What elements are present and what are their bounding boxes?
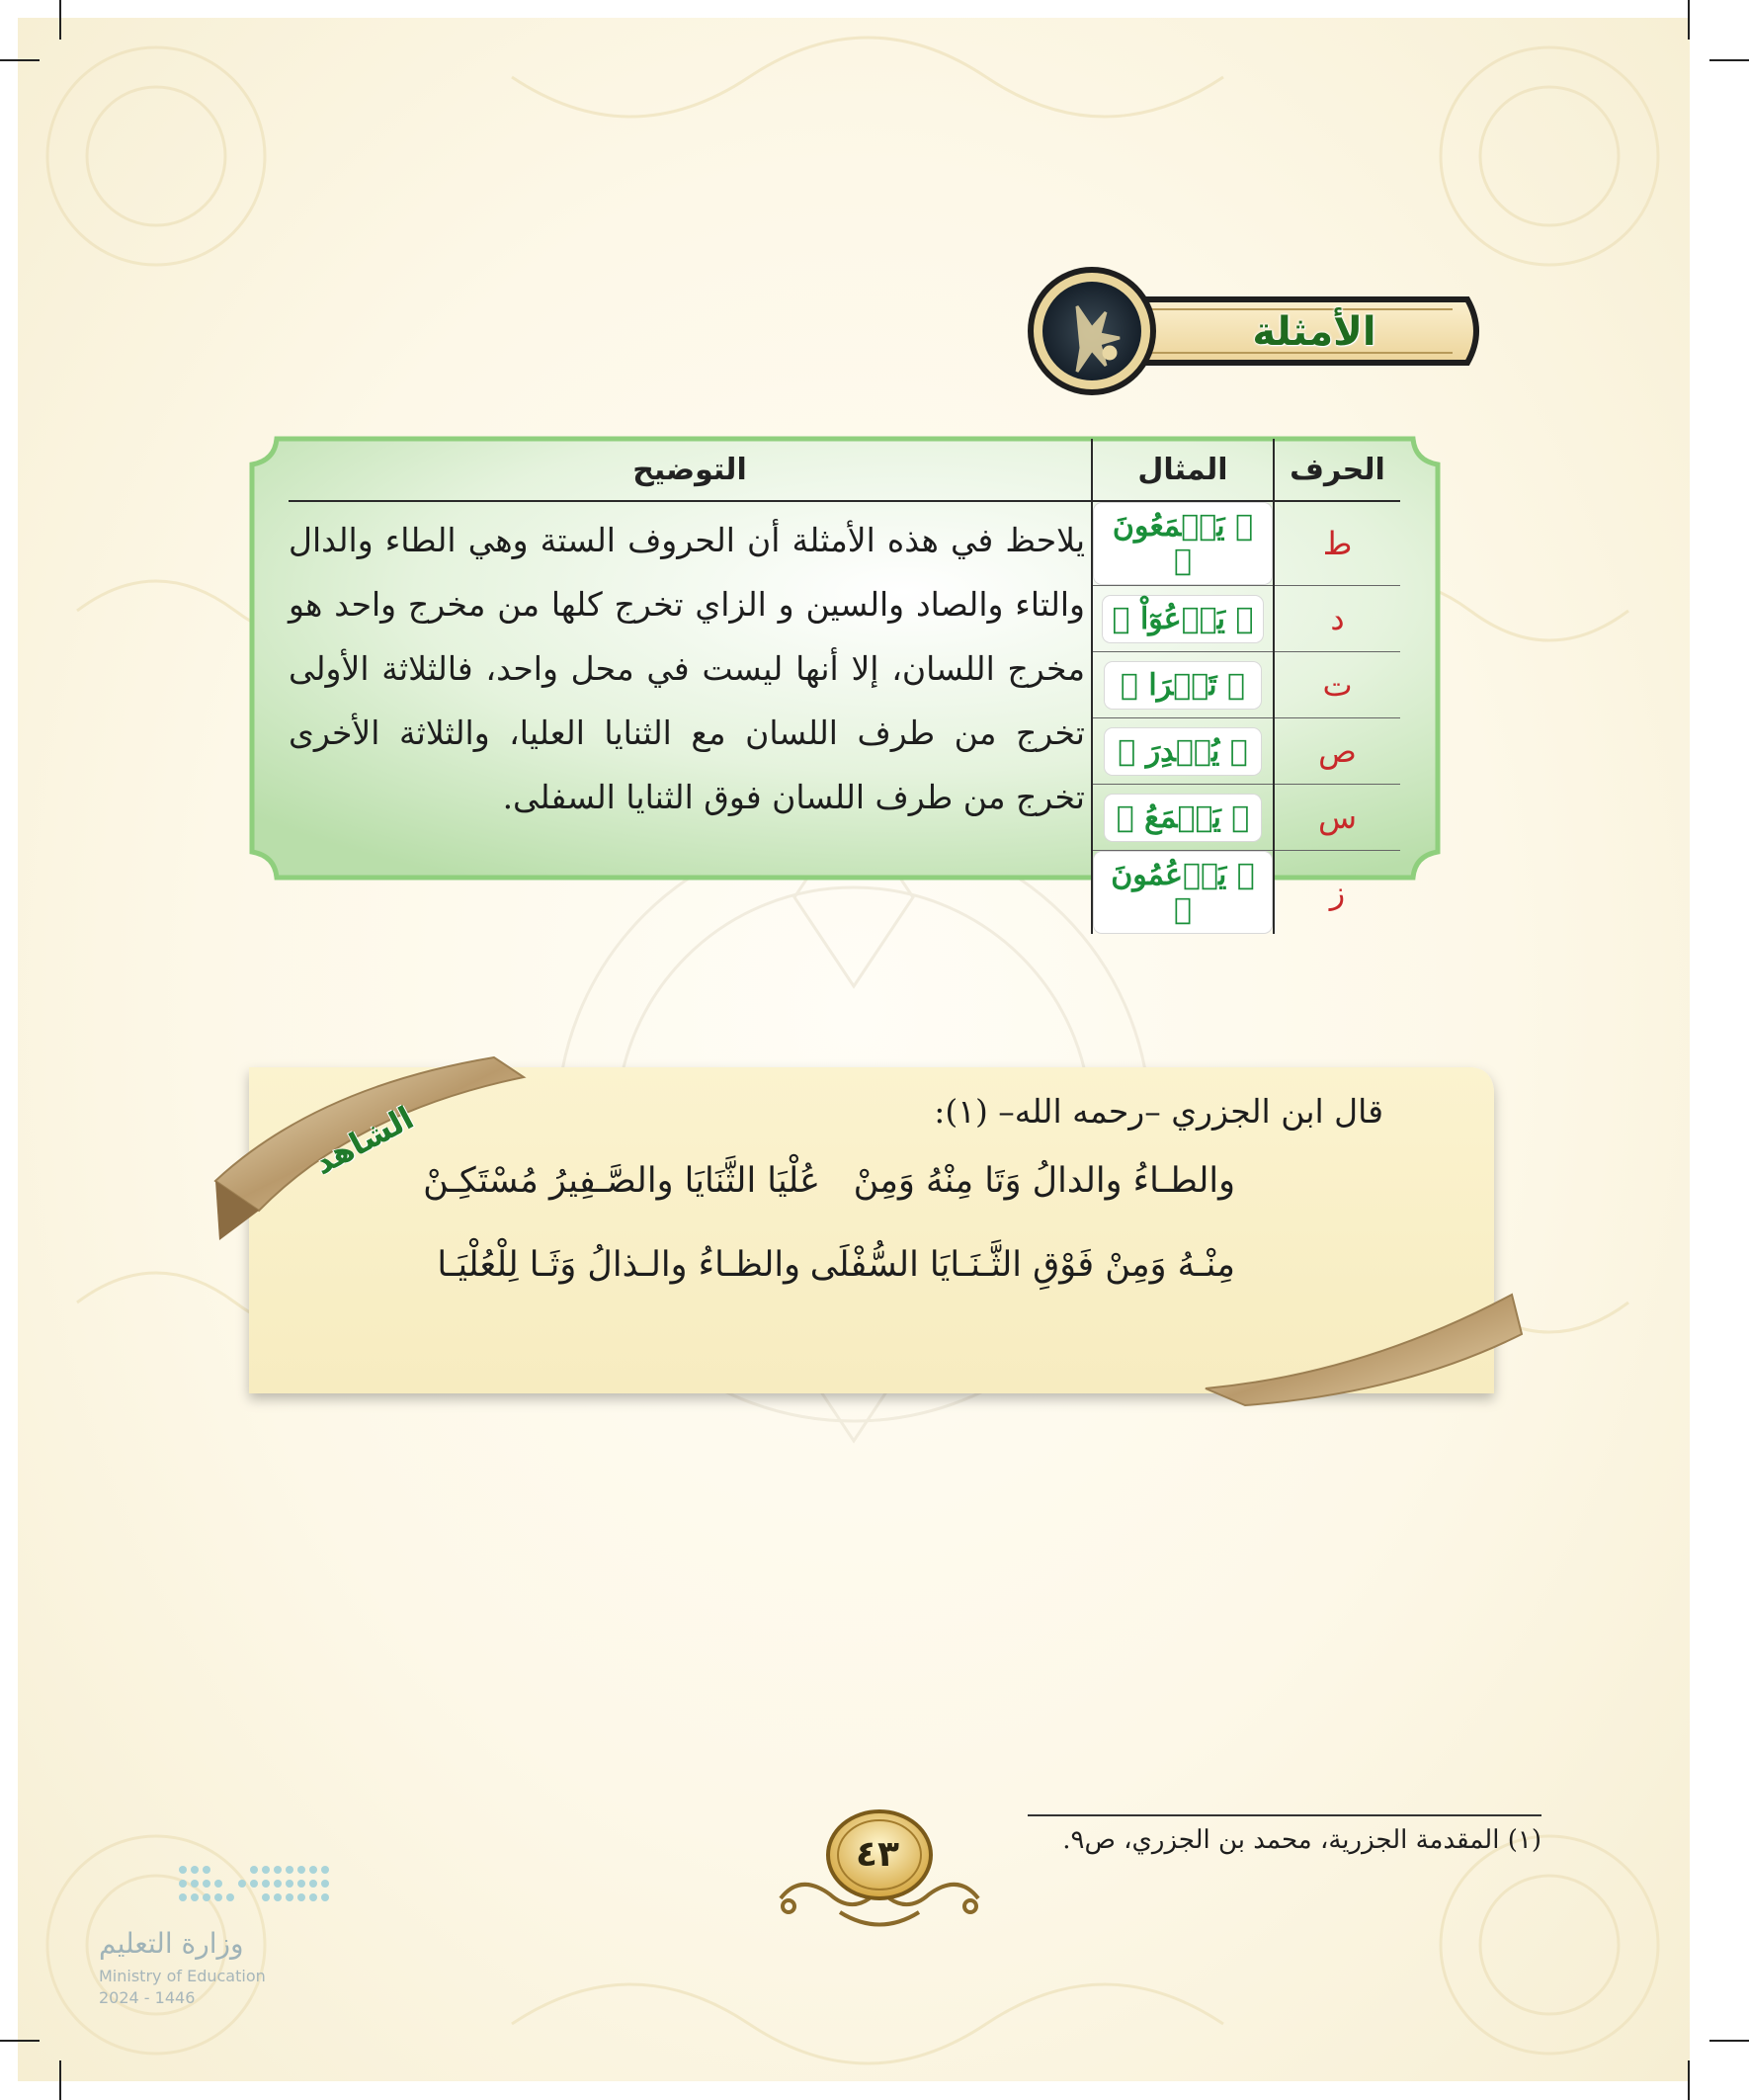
crop-mark — [59, 2060, 61, 2100]
footnote-divider — [1028, 1814, 1541, 1816]
letter-cell: ط — [1274, 501, 1400, 586]
ministry-name-ar: وزارة التعليم — [99, 1927, 244, 1960]
ministry-year: 2024 - 1446 — [99, 1988, 196, 2007]
header-letter: الحرف — [1274, 439, 1400, 501]
letter-cell: ز — [1274, 851, 1400, 935]
example-cell — [1092, 652, 1274, 718]
examples-table — [289, 439, 1400, 934]
verse-1-second: عُلْيَا الثَّنَايَا والصَّـفِيرُ مُسْتَكِـنْ — [423, 1161, 820, 1201]
crop-mark — [0, 59, 40, 61]
letter-cell: ص — [1274, 718, 1400, 785]
crop-mark — [1709, 59, 1749, 61]
example-word: ﴿ يَطۡمَعُونَ ﴾ — [1094, 503, 1272, 584]
ministry-name-en: Ministry of Education — [99, 1967, 266, 1985]
shahid-intro: قال ابن الجزري –رحمه الله– (١): — [934, 1092, 1383, 1131]
header-explanation: التوضيح — [289, 439, 1092, 501]
shahid-label: الشاهد — [307, 1098, 420, 1183]
letter-cell: ت — [1274, 652, 1400, 718]
page-number: ٤٣ — [856, 1833, 899, 1875]
letter-cell: د — [1274, 586, 1400, 652]
example-word: ﴿ يُصۡدِرَ ﴾ — [1105, 728, 1261, 775]
header-example: المثال — [1092, 439, 1274, 501]
explanation-text: يلاحظ في هذه الأمثلة أن الحروف الستة وهي الطاء والدال والتاء والصاد والسين و الزاي تخرج كلها من مخرج واحد هو مخرج اللسان، إلا أنها ليست في محل واحد، فالثلاثة الأولى تخرج من طرف اللسان مع الثنايا العليا، والثلاثة الأخرى تخرج من طرف اللسان فوق الثنايا السفلى. — [289, 521, 1085, 816]
section-title: الأمثلة — [1252, 309, 1376, 355]
letter-cell: س — [1274, 785, 1400, 851]
crop-mark — [1688, 2060, 1690, 2100]
crop-mark — [1688, 0, 1690, 40]
example-cell — [1092, 851, 1274, 935]
crop-mark — [59, 0, 61, 40]
example-word: ﴿ يَزۡعُمُونَ ﴾ — [1094, 852, 1272, 933]
example-word: ﴿ يَسۡمَعُ ﴾ — [1105, 795, 1261, 841]
footnote: (١) المقدمة الجزرية، محمد بن الجزري، ص٩. — [1062, 1825, 1541, 1855]
example-word: ﴿ يَدۡعُوٓاْ ﴾ — [1103, 596, 1264, 642]
example-cell — [1092, 586, 1274, 652]
example-word: ﴿ تَتۡرَا ﴾ — [1105, 662, 1261, 709]
verse-1-first: والطـاءُ والدالُ وَتَا مِنْهُ وَمِنْ — [853, 1161, 1235, 1201]
example-cell — [1092, 785, 1274, 851]
verse-2-second: والظـاءُ والـذالُ وَثَـا لِلْعُلْيَـا — [437, 1245, 800, 1285]
crop-mark — [0, 2040, 40, 2042]
table-row — [289, 501, 1400, 586]
verse-2-first: مِنْـهُ وَمِنْ فَوْقِ الثَّـنَـايَا السُّفْلَى — [809, 1245, 1235, 1285]
explanation-cell — [289, 501, 1092, 934]
crop-mark — [1709, 2040, 1749, 2042]
example-cell — [1092, 501, 1274, 586]
example-cell — [1092, 718, 1274, 785]
